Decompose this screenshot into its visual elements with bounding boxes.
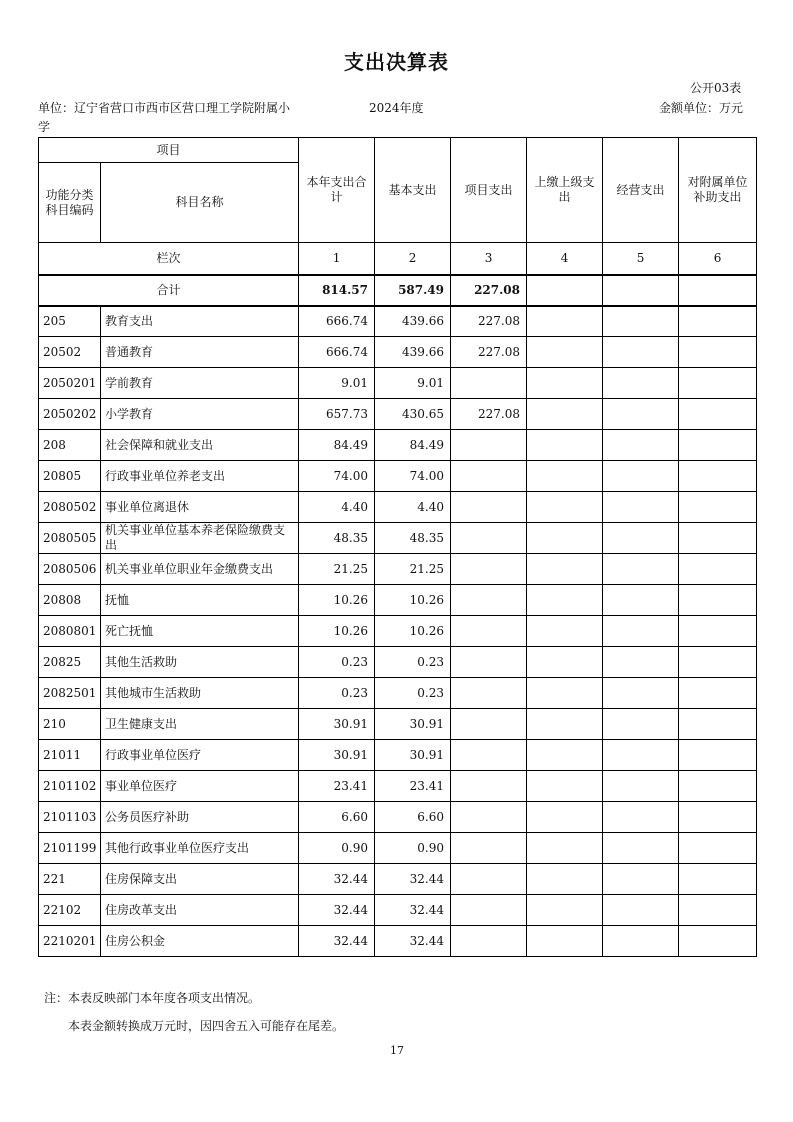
row-project: 227.08 bbox=[451, 399, 527, 430]
row-business bbox=[603, 771, 679, 802]
row-upper bbox=[527, 492, 603, 523]
row-code: 210 bbox=[39, 709, 101, 740]
row-total: 48.35 bbox=[299, 523, 375, 554]
header-col5: 经营支出 bbox=[603, 138, 679, 243]
row-subject-name: 行政事业单位养老支出 bbox=[101, 461, 299, 492]
row-total: 0.90 bbox=[299, 833, 375, 864]
row-subsidy bbox=[679, 430, 757, 461]
row-basic: 32.44 bbox=[375, 895, 451, 926]
row-business bbox=[603, 647, 679, 678]
row-code: 20502 bbox=[39, 337, 101, 368]
row-total: 32.44 bbox=[299, 864, 375, 895]
row-project bbox=[451, 523, 527, 554]
header-col2: 基本支出 bbox=[375, 138, 451, 243]
unit-label-continued: 学 bbox=[38, 120, 51, 134]
row-subject-name: 卫生健康支出 bbox=[101, 709, 299, 740]
row-total: 30.91 bbox=[299, 709, 375, 740]
row-project bbox=[451, 554, 527, 585]
col-number-6: 6 bbox=[679, 243, 757, 275]
row-code: 2082501 bbox=[39, 678, 101, 709]
row-total: 10.26 bbox=[299, 585, 375, 616]
table-row bbox=[39, 306, 757, 337]
row-subject-name: 公务员医疗补助 bbox=[101, 802, 299, 833]
row-upper bbox=[527, 740, 603, 771]
col-number-4: 4 bbox=[527, 243, 603, 275]
expenditure-table bbox=[38, 137, 757, 957]
row-basic: 0.23 bbox=[375, 647, 451, 678]
row-subsidy bbox=[679, 926, 757, 957]
row-basic: 32.44 bbox=[375, 926, 451, 957]
row-subsidy bbox=[679, 678, 757, 709]
row-subject-name: 机关事业单位基本养老保险缴费支出 bbox=[101, 523, 299, 554]
row-basic: 439.66 bbox=[375, 337, 451, 368]
row-upper bbox=[527, 678, 603, 709]
table-row bbox=[39, 833, 757, 864]
row-code: 208 bbox=[39, 430, 101, 461]
row-subject-name: 住房公积金 bbox=[101, 926, 299, 957]
form-number: 公开03表 bbox=[690, 81, 742, 95]
row-project bbox=[451, 461, 527, 492]
table-row bbox=[39, 864, 757, 895]
table-row bbox=[39, 430, 757, 461]
row-subsidy bbox=[679, 554, 757, 585]
header-row-label: 栏次 bbox=[39, 243, 299, 275]
row-basic: 439.66 bbox=[375, 306, 451, 337]
unit-label: 单位：辽宁省营口市西市区营口理工学院附属小 bbox=[38, 101, 291, 115]
row-basic: 74.00 bbox=[375, 461, 451, 492]
row-upper bbox=[527, 647, 603, 678]
page-number: 17 bbox=[390, 1044, 404, 1057]
row-upper bbox=[527, 833, 603, 864]
total-basic: 587.49 bbox=[375, 275, 451, 306]
row-subsidy bbox=[679, 368, 757, 399]
row-basic: 30.91 bbox=[375, 709, 451, 740]
row-subsidy bbox=[679, 461, 757, 492]
total-amount: 814.57 bbox=[299, 275, 375, 306]
row-business bbox=[603, 864, 679, 895]
row-project bbox=[451, 492, 527, 523]
note-2: 本表金额转换成万元时，因四舍五入可能存在尾差。 bbox=[68, 1019, 345, 1033]
row-total: 0.23 bbox=[299, 647, 375, 678]
row-subsidy bbox=[679, 399, 757, 430]
row-basic: 4.40 bbox=[375, 492, 451, 523]
row-project bbox=[451, 647, 527, 678]
row-subject-name: 住房改革支出 bbox=[101, 895, 299, 926]
row-business bbox=[603, 585, 679, 616]
row-subject-name: 社会保障和就业支出 bbox=[101, 430, 299, 461]
row-subsidy bbox=[679, 895, 757, 926]
row-code: 20808 bbox=[39, 585, 101, 616]
table-row bbox=[39, 616, 757, 647]
row-subject-name: 行政事业单位医疗 bbox=[101, 740, 299, 771]
row-subject-name: 小学教育 bbox=[101, 399, 299, 430]
row-subsidy bbox=[679, 523, 757, 554]
row-subject-name: 事业单位医疗 bbox=[101, 771, 299, 802]
row-project bbox=[451, 833, 527, 864]
row-basic: 30.91 bbox=[375, 740, 451, 771]
row-code: 2210201 bbox=[39, 926, 101, 957]
row-subsidy bbox=[679, 337, 757, 368]
row-subsidy bbox=[679, 616, 757, 647]
row-business bbox=[603, 895, 679, 926]
row-upper bbox=[527, 895, 603, 926]
row-subject-name: 普通教育 bbox=[101, 337, 299, 368]
row-basic: 430.65 bbox=[375, 399, 451, 430]
row-business bbox=[603, 492, 679, 523]
row-project bbox=[451, 771, 527, 802]
row-basic: 23.41 bbox=[375, 771, 451, 802]
row-code: 2080502 bbox=[39, 492, 101, 523]
row-upper bbox=[527, 926, 603, 957]
row-subject-name: 事业单位离退休 bbox=[101, 492, 299, 523]
row-total: 9.01 bbox=[299, 368, 375, 399]
row-basic: 48.35 bbox=[375, 523, 451, 554]
row-business bbox=[603, 709, 679, 740]
row-subsidy bbox=[679, 833, 757, 864]
table-row bbox=[39, 554, 757, 585]
row-subject-name: 抚恤 bbox=[101, 585, 299, 616]
row-business bbox=[603, 678, 679, 709]
row-subject-name: 死亡抚恤 bbox=[101, 616, 299, 647]
row-total: 6.60 bbox=[299, 802, 375, 833]
row-basic: 21.25 bbox=[375, 554, 451, 585]
table-row bbox=[39, 678, 757, 709]
row-upper bbox=[527, 864, 603, 895]
row-project bbox=[451, 864, 527, 895]
row-total: 32.44 bbox=[299, 926, 375, 957]
total-upper bbox=[527, 275, 603, 306]
row-subsidy bbox=[679, 864, 757, 895]
row-project bbox=[451, 585, 527, 616]
row-project bbox=[451, 368, 527, 399]
row-total: 32.44 bbox=[299, 895, 375, 926]
row-project bbox=[451, 616, 527, 647]
header-col3: 项目支出 bbox=[451, 138, 527, 243]
row-basic: 0.23 bbox=[375, 678, 451, 709]
table-row bbox=[39, 461, 757, 492]
row-total: 10.26 bbox=[299, 616, 375, 647]
row-business bbox=[603, 740, 679, 771]
header-col6: 对附属单位补助支出 bbox=[679, 138, 757, 243]
row-project bbox=[451, 802, 527, 833]
col-number-3: 3 bbox=[451, 243, 527, 275]
row-basic: 10.26 bbox=[375, 585, 451, 616]
row-code: 2050202 bbox=[39, 399, 101, 430]
row-subject-name: 其他生活救助 bbox=[101, 647, 299, 678]
row-code: 2050201 bbox=[39, 368, 101, 399]
row-total: 657.73 bbox=[299, 399, 375, 430]
row-total: 74.00 bbox=[299, 461, 375, 492]
header-subject-name: 科目名称 bbox=[101, 163, 299, 243]
header-project: 项目 bbox=[39, 138, 299, 163]
row-business bbox=[603, 616, 679, 647]
row-business bbox=[603, 523, 679, 554]
note-1: 注：本表反映部门本年度各项支出情况。 bbox=[44, 991, 261, 1005]
row-subsidy bbox=[679, 740, 757, 771]
total-project: 227.08 bbox=[451, 275, 527, 306]
row-upper bbox=[527, 771, 603, 802]
row-upper bbox=[527, 802, 603, 833]
row-business bbox=[603, 306, 679, 337]
header-func-code: 功能分类科目编码 bbox=[39, 163, 101, 243]
row-code: 2080801 bbox=[39, 616, 101, 647]
row-subsidy bbox=[679, 492, 757, 523]
table-row bbox=[39, 802, 757, 833]
row-project: 227.08 bbox=[451, 337, 527, 368]
row-total: 666.74 bbox=[299, 306, 375, 337]
row-code: 2080505 bbox=[39, 523, 101, 554]
row-subject-name: 教育支出 bbox=[101, 306, 299, 337]
row-code: 2101102 bbox=[39, 771, 101, 802]
row-total: 0.23 bbox=[299, 678, 375, 709]
table-row bbox=[39, 771, 757, 802]
row-project bbox=[451, 678, 527, 709]
row-code: 20825 bbox=[39, 647, 101, 678]
row-code: 205 bbox=[39, 306, 101, 337]
row-code: 2101199 bbox=[39, 833, 101, 864]
row-basic: 32.44 bbox=[375, 864, 451, 895]
row-total: 30.91 bbox=[299, 740, 375, 771]
row-business bbox=[603, 461, 679, 492]
row-code: 22102 bbox=[39, 895, 101, 926]
row-project: 227.08 bbox=[451, 306, 527, 337]
table-row bbox=[39, 709, 757, 740]
row-subsidy bbox=[679, 585, 757, 616]
row-total: 4.40 bbox=[299, 492, 375, 523]
table-row bbox=[39, 368, 757, 399]
row-code: 2080506 bbox=[39, 554, 101, 585]
row-project bbox=[451, 709, 527, 740]
row-subject-name: 其他城市生活救助 bbox=[101, 678, 299, 709]
row-upper bbox=[527, 337, 603, 368]
row-code: 20805 bbox=[39, 461, 101, 492]
row-basic: 0.90 bbox=[375, 833, 451, 864]
row-subject-name: 其他行政事业单位医疗支出 bbox=[101, 833, 299, 864]
row-total: 84.49 bbox=[299, 430, 375, 461]
row-project bbox=[451, 430, 527, 461]
row-upper bbox=[527, 554, 603, 585]
row-total: 23.41 bbox=[299, 771, 375, 802]
row-upper bbox=[527, 306, 603, 337]
table-row bbox=[39, 337, 757, 368]
row-project bbox=[451, 740, 527, 771]
table-row bbox=[39, 740, 757, 771]
row-subsidy bbox=[679, 802, 757, 833]
row-business bbox=[603, 802, 679, 833]
col-number-2: 2 bbox=[375, 243, 451, 275]
row-business bbox=[603, 399, 679, 430]
row-subsidy bbox=[679, 771, 757, 802]
row-upper bbox=[527, 585, 603, 616]
row-business bbox=[603, 926, 679, 957]
row-business bbox=[603, 337, 679, 368]
row-upper bbox=[527, 461, 603, 492]
table-row bbox=[39, 895, 757, 926]
col-number-5: 5 bbox=[603, 243, 679, 275]
total-business bbox=[603, 275, 679, 306]
row-subsidy bbox=[679, 647, 757, 678]
row-subject-name: 住房保障支出 bbox=[101, 864, 299, 895]
header-col4: 上缴上级支出 bbox=[527, 138, 603, 243]
table-row bbox=[39, 523, 757, 554]
row-code: 221 bbox=[39, 864, 101, 895]
header-col1: 本年支出合计 bbox=[299, 138, 375, 243]
row-business bbox=[603, 368, 679, 399]
row-business bbox=[603, 430, 679, 461]
year-label: 2024年度 bbox=[369, 101, 424, 115]
row-upper bbox=[527, 616, 603, 647]
row-upper bbox=[527, 368, 603, 399]
row-upper bbox=[527, 399, 603, 430]
row-code: 2101103 bbox=[39, 802, 101, 833]
row-basic: 10.26 bbox=[375, 616, 451, 647]
total-row bbox=[39, 275, 757, 306]
row-upper bbox=[527, 523, 603, 554]
row-project bbox=[451, 926, 527, 957]
row-subject-name: 机关事业单位职业年金缴费支出 bbox=[101, 554, 299, 585]
row-upper bbox=[527, 430, 603, 461]
row-upper bbox=[527, 709, 603, 740]
row-subsidy bbox=[679, 306, 757, 337]
row-subject-name: 学前教育 bbox=[101, 368, 299, 399]
row-basic: 6.60 bbox=[375, 802, 451, 833]
table-row bbox=[39, 399, 757, 430]
row-business bbox=[603, 833, 679, 864]
row-project bbox=[451, 895, 527, 926]
amount-unit-label: 金额单位：万元 bbox=[659, 101, 744, 115]
row-basic: 9.01 bbox=[375, 368, 451, 399]
total-subsidy bbox=[679, 275, 757, 306]
col-number-1: 1 bbox=[299, 243, 375, 275]
row-subsidy bbox=[679, 709, 757, 740]
row-code: 21011 bbox=[39, 740, 101, 771]
row-total: 666.74 bbox=[299, 337, 375, 368]
table-row bbox=[39, 647, 757, 678]
table-row bbox=[39, 585, 757, 616]
page-title: 支出决算表 bbox=[344, 50, 449, 74]
table-row bbox=[39, 492, 757, 523]
row-total: 21.25 bbox=[299, 554, 375, 585]
table-row bbox=[39, 926, 757, 957]
total-label: 合计 bbox=[39, 275, 299, 306]
row-business bbox=[603, 554, 679, 585]
row-basic: 84.49 bbox=[375, 430, 451, 461]
